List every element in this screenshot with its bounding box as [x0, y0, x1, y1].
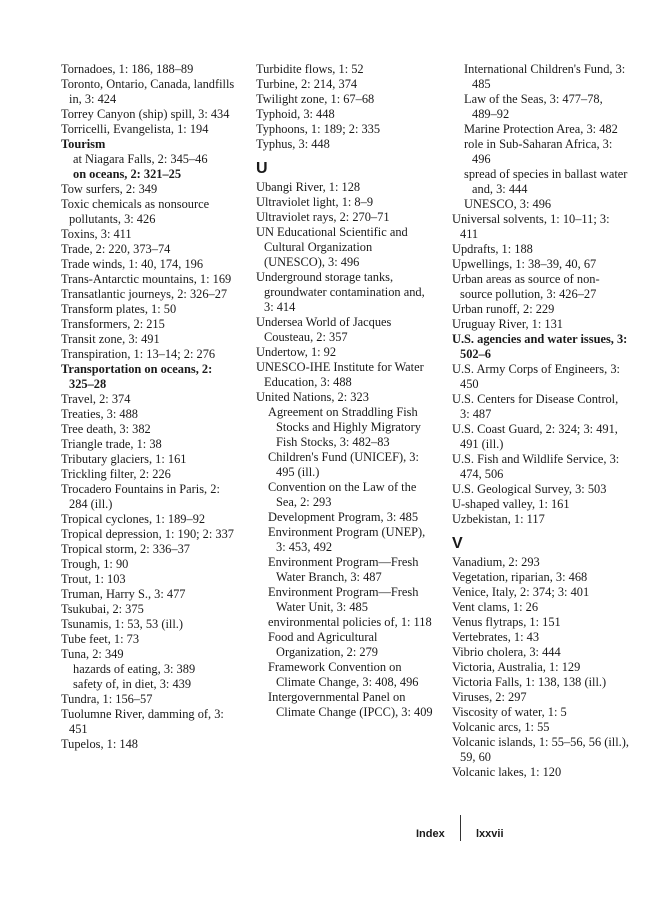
index-entry: Tornadoes, 1: 186, 188–89: [61, 62, 194, 76]
index-entry: Tributary glaciers, 1: 161: [61, 452, 187, 466]
index-subentry: Law of the Seas, 3: 477–78, 489–92: [464, 92, 603, 121]
index-entry: Viruses, 2: 297: [452, 690, 527, 704]
index-entry: Transit zone, 3: 491: [61, 332, 160, 346]
index-entry: Transform plates, 1: 50: [61, 302, 177, 316]
index-subentry: Children's Fund (UNICEF), 3: 495 (ill.): [268, 450, 419, 479]
index-entry: Vegetation, riparian, 3: 468: [452, 570, 588, 584]
index-subentry: UNESCO, 3: 496: [464, 197, 552, 211]
index-subentry: hazards of eating, 3: 389: [73, 662, 196, 676]
index-entry: Toxins, 3: 411: [61, 227, 132, 241]
index-entry: Trickling filter, 2: 226: [61, 467, 171, 481]
index-entry: Typhoons, 1: 189; 2: 335: [256, 122, 381, 136]
index-subentry: Environment Program—Fresh Water Unit, 3: 485: [268, 585, 419, 614]
index-entry: Trans-Antarctic mountains, 1: 169: [61, 272, 232, 286]
index-entry: Typhoid, 3: 448: [256, 107, 335, 121]
index-subentry: at Niagara Falls, 2: 345–46: [73, 152, 208, 166]
index-entry: Tuolumne River, damming of, 3: 451: [61, 707, 224, 736]
index-entry: Urban areas as source of non-source pollution, 3: 426–27: [452, 272, 600, 301]
index-entry: Vertebrates, 1: 43: [452, 630, 540, 644]
index-entry: Toxic chemicals as nonsource pollutants, 3: 426: [61, 197, 210, 226]
index-entry: U.S. Army Corps of Engineers, 3: 450: [452, 362, 620, 391]
index-subentry: Food and Agricultural Organization, 2: 279: [268, 630, 378, 659]
index-entry: Upwellings, 1: 38–39, 40, 67: [452, 257, 597, 271]
index-entry: Tsunamis, 1: 53, 53 (ill.): [61, 617, 183, 631]
index-entry: Tropical cyclones, 1: 189–92: [61, 512, 206, 526]
index-entry: Ultraviolet light, 1: 8–9: [256, 195, 374, 209]
index-entry: Vibrio cholera, 3: 444: [452, 645, 561, 659]
index-entry: U.S. Geological Survey, 3: 503: [452, 482, 607, 496]
index-entry: U.S. Coast Guard, 2: 324; 3: 491, 491 (ill.): [452, 422, 618, 451]
index-entry: Victoria, Australia, 1: 129: [452, 660, 581, 674]
index-entry: U.S. Centers for Disease Control, 3: 487: [452, 392, 619, 421]
index-entry: Tree death, 3: 382: [61, 422, 151, 436]
index-entry: U-shaped valley, 1: 161: [452, 497, 570, 511]
index-entry: Venice, Italy, 2: 374; 3: 401: [452, 585, 590, 599]
index-entry: Tsukubai, 2: 375: [61, 602, 144, 616]
index-entry: Tropical storm, 2: 336–37: [61, 542, 190, 556]
index-entry: Toronto, Ontario, Canada, landfills in, 3: 424: [61, 77, 235, 106]
index-entry: U.S. agencies and water issues, 3: 502–6: [452, 332, 628, 361]
index-entry: United Nations, 2: 323: [256, 390, 369, 404]
index-entry: Tow surfers, 2: 349: [61, 182, 158, 196]
index-entry: Transatlantic journeys, 2: 326–27: [61, 287, 228, 301]
index-subentry: Environment Program—Fresh Water Branch, 3: 487: [268, 555, 419, 584]
index-entry: Updrafts, 1: 188: [452, 242, 533, 256]
index-subentry: Framework Convention on Climate Change, 3: 408, 496: [268, 660, 419, 689]
index-entry: Travel, 2: 374: [61, 392, 131, 406]
index-entry: Undersea World of Jacques Cousteau, 2: 357: [256, 315, 392, 344]
index-subentry: environmental policies of, 1: 118: [268, 615, 432, 629]
index-entry: Twilight zone, 1: 67–68: [256, 92, 375, 106]
index-entry: Urban runoff, 2: 229: [452, 302, 555, 316]
index-column-1: [61, 62, 239, 752]
index-entry: Transformers, 2: 215: [61, 317, 165, 331]
footer-section-label: Index: [416, 828, 445, 840]
index-entry: Tundra, 1: 156–57: [61, 692, 153, 706]
index-subentry: International Children's Fund, 3: 485: [464, 62, 626, 91]
index-entry: Ultraviolet rays, 2: 270–71: [256, 210, 390, 224]
index-entry: Underground storage tanks, groundwater contamination and, 3: 414: [256, 270, 425, 314]
index-subentry: Marine Protection Area, 3: 482: [464, 122, 618, 136]
index-entry: UNESCO-IHE Institute for Water Education, 3: 488: [256, 360, 424, 389]
footer-page-number: lxxvii: [476, 828, 504, 840]
index-subentry: Intergovernmental Panel on Climate Change (IPCC), 3: 409: [268, 690, 433, 719]
index-entry: Tourism: [61, 137, 106, 151]
index-entry: Trough, 1: 90: [61, 557, 129, 571]
letter-heading: U: [256, 160, 268, 177]
index-entry: Volcanic lakes, 1: 120: [452, 765, 562, 779]
index-entry: Transpiration, 1: 13–14; 2: 276: [61, 347, 216, 361]
index-entry: Ubangi River, 1: 128: [256, 180, 361, 194]
index-entry: Transportation on oceans, 2: 325–28: [61, 362, 213, 391]
index-entry: Turbidite flows, 1: 52: [256, 62, 364, 76]
index-entry: Typhus, 3: 448: [256, 137, 330, 151]
index-entry: Vent clams, 1: 26: [452, 600, 539, 614]
index-subentry: role in Sub-Saharan Africa, 3: 496: [464, 137, 613, 166]
index-entry: Viscosity of water, 1: 5: [452, 705, 567, 719]
index-entry: Torricelli, Evangelista, 1: 194: [61, 122, 209, 136]
index-subentry: safety of, in diet, 3: 439: [73, 677, 192, 691]
index-entry: U.S. Fish and Wildlife Service, 3: 474, 506: [452, 452, 620, 481]
index-entry: Triangle trade, 1: 38: [61, 437, 162, 451]
letter-heading: V: [452, 535, 463, 552]
index-entry: Trade, 2: 220, 373–74: [61, 242, 171, 256]
index-entry: Tupelos, 1: 148: [61, 737, 138, 751]
index-entry: Trout, 1: 103: [61, 572, 126, 586]
index-entry: Tuna, 2: 349: [61, 647, 124, 661]
index-entry: Trade winds, 1: 40, 174, 196: [61, 257, 204, 271]
index-subentry: Development Program, 3: 485: [268, 510, 419, 524]
index-entry: Venus flytraps, 1: 151: [452, 615, 561, 629]
index-subentry: spread of species in ballast water and, 3: 444: [464, 167, 628, 196]
index-subentry: Agreement on Straddling Fish Stocks and Highly Migratory Fish Stocks, 3: 482–83: [268, 405, 421, 449]
index-entry: Torrey Canyon (ship) spill, 3: 434: [61, 107, 230, 121]
index-entry: Uruguay River, 1: 131: [452, 317, 564, 331]
index-subentry: on oceans, 2: 321–25: [73, 167, 182, 181]
footer-divider: [460, 815, 461, 841]
index-entry: Trocadero Fountains in Paris, 2: 284 (ill.): [61, 482, 220, 511]
index-column-3: [452, 62, 630, 780]
index-subentry: Environment Program (UNEP), 3: 453, 492: [268, 525, 426, 554]
index-subentry: Convention on the Law of the Sea, 2: 293: [268, 480, 417, 509]
index-entry: UN Educational Scientific and Cultural Organization (UNESCO), 3: 496: [256, 225, 408, 269]
index-entry: Treaties, 3: 488: [61, 407, 138, 421]
index-entry: Tube feet, 1: 73: [61, 632, 140, 646]
index-entry: Tropical depression, 1: 190; 2: 337: [61, 527, 235, 541]
index-entry: Victoria Falls, 1: 138, 138 (ill.): [452, 675, 607, 689]
index-entry: Truman, Harry S., 3: 477: [61, 587, 186, 601]
index-entry: Universal solvents, 1: 10–11; 3: 411: [452, 212, 610, 241]
index-entry: Uzbekistan, 1: 117: [452, 512, 545, 526]
index-entry: Volcanic islands, 1: 55–56, 56 (ill.), 59, 60: [452, 735, 630, 764]
index-entry: Vanadium, 2: 293: [452, 555, 540, 569]
index-entry: Volcanic arcs, 1: 55: [452, 720, 550, 734]
index-column-2: [256, 62, 434, 720]
index-entry: Undertow, 1: 92: [256, 345, 337, 359]
index-entry: Turbine, 2: 214, 374: [256, 77, 358, 91]
